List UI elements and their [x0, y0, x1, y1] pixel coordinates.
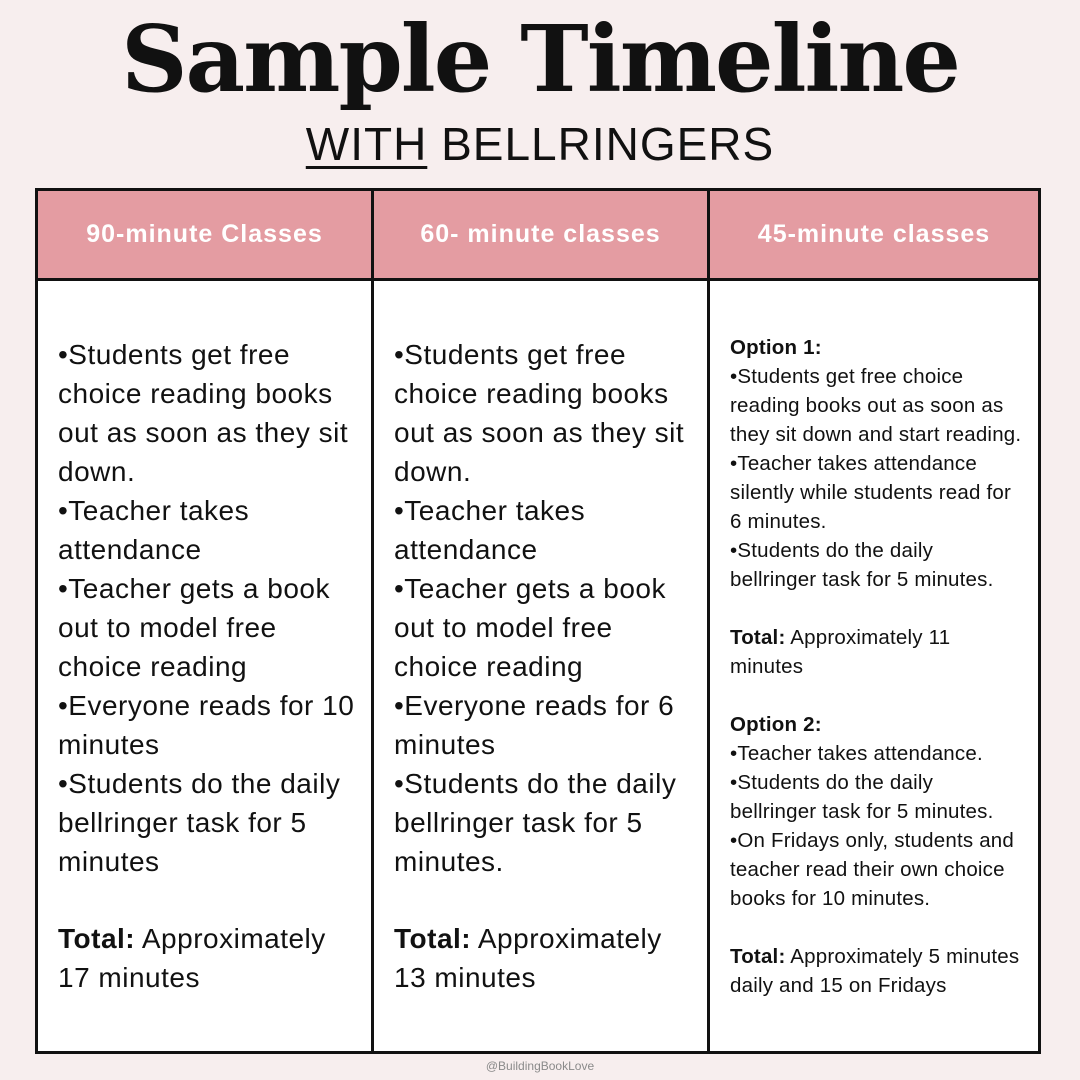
cell-90-minute	[38, 281, 374, 1051]
header-60-minute: 60- minute classes	[374, 191, 710, 281]
total-line	[730, 623, 1024, 681]
page-subtitle	[0, 116, 1080, 172]
list-item: •Everyone reads for 10 minutes	[58, 690, 355, 760]
list-item: •Students get free choice reading books out as soon as they sit down.	[394, 339, 685, 487]
footer-handle: @BuildingBookLove	[485, 1059, 595, 1073]
page-title: Sample Timeline	[121, 5, 959, 113]
total-value: Approximately 13 minutes	[394, 923, 662, 993]
list-item: •Teacher takes attendance	[58, 495, 250, 565]
list-item: •Teacher takes attendance	[394, 495, 586, 565]
list-item: •Everyone reads for 6 minutes	[394, 690, 675, 760]
option-1-label: Option 1:	[730, 335, 822, 359]
total-line	[394, 919, 693, 997]
total-value: Approximately 17 minutes	[58, 923, 326, 993]
header-45-minute: 45-minute classes	[710, 191, 1038, 281]
total-value: Approximately 11 minutes	[730, 625, 951, 678]
list-item: •Teacher gets a book out to model free choice reading	[58, 573, 330, 682]
total-label: Total:	[394, 923, 472, 954]
total-value: Approximately 5 minutes daily and 15 on Fridays	[730, 944, 1020, 997]
subtitle-underlined: WITH	[305, 118, 428, 170]
total-label: Total:	[58, 923, 136, 954]
timeline-table	[35, 188, 1041, 1054]
list-item: •Students do the daily bellringer task for 5 minutes	[58, 768, 341, 877]
subtitle-rest: BELLRINGERS	[427, 118, 775, 170]
header-90-minute: 90-minute Classes	[38, 191, 374, 281]
list-item: •Students get free choice reading books out as soon as they sit down and start reading.	[730, 364, 1022, 446]
option-2-label: Option 2:	[730, 712, 822, 736]
total-line	[58, 919, 357, 997]
list-item: •Students get free choice reading books out as soon as they sit down.	[58, 339, 349, 487]
list-item: •Teacher takes attendance.	[730, 741, 983, 765]
cell-60-minute	[374, 281, 710, 1051]
total-label: Total:	[730, 944, 786, 968]
total-line	[730, 942, 1024, 1000]
list-item: •Teacher gets a book out to model free choice reading	[394, 573, 666, 682]
list-item: •Teacher takes attendance silently while students read for 6 minutes.	[730, 451, 1012, 533]
list-item: •Students do the daily bellringer task for 5 minutes.	[730, 538, 994, 591]
cell-45-minute	[710, 281, 1038, 1051]
total-label: Total:	[730, 625, 786, 649]
list-item: •Students do the daily bellringer task for 5 minutes.	[730, 770, 994, 823]
list-item: •Students do the daily bellringer task for 5 minutes.	[394, 768, 677, 877]
list-item: •On Fridays only, students and teacher read their own choice books for 10 minutes.	[730, 828, 1014, 910]
